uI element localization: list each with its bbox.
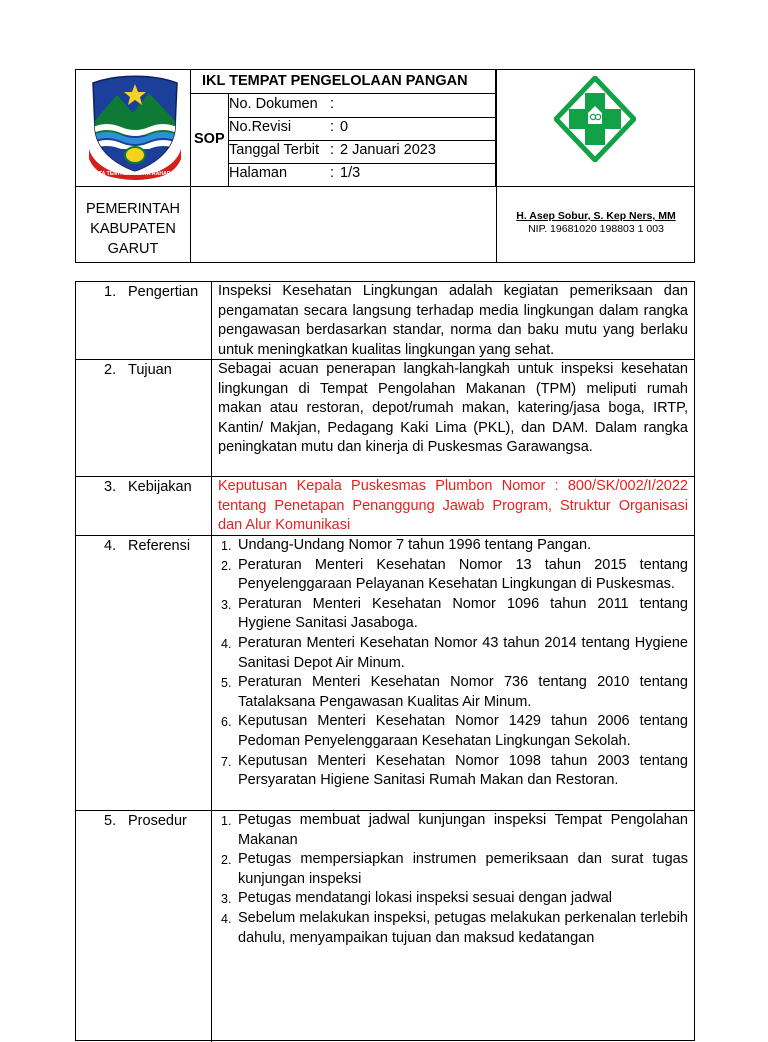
section-title: Prosedur [128, 813, 187, 829]
list-number: 5. [221, 676, 232, 691]
section-title: Kebijakan [128, 479, 192, 495]
field-label-halaman: Halaman [229, 165, 288, 181]
list-text: Peraturan Menteri Kesehatan Nomor 736 tentang 2010 tentang Tatalaksana Pengawasan Kualitas Air Minum. [238, 674, 688, 710]
list-number: 7. [221, 754, 232, 769]
garut-regency-logo [87, 75, 183, 181]
signer-name: H. Asep Sobur, S. Kep Ners, MM [516, 210, 676, 222]
org-line: PEMERINTAH [86, 201, 180, 217]
kebijakan-text: Keputusan Kepala Puskesmas Plumbon Nomor : 800/SK/002/I/2022 tentang Penetapan Penanggung Jawab Program, Struktur Organisasi dan Alur Komunikasi [218, 478, 688, 534]
list-number: 6. [221, 715, 232, 730]
divider [76, 186, 695, 187]
divider [228, 140, 496, 141]
list-number: 4. [221, 911, 232, 926]
list-text: Petugas membuat jadwal kunjungan inspeksi Tempat Pengolahan Makanan [238, 812, 688, 848]
list-item [218, 811, 688, 850]
list-text: Sebelum melakukan inspeksi, petugas melakukan perkenalan terlebih dahulu, menyampaikan tujuan dan maksud kedatangan [238, 909, 688, 946]
divider [211, 282, 212, 1042]
list-number: 2. [221, 853, 232, 868]
org-line: KABUPATEN [90, 221, 176, 237]
list-number: 3. [221, 597, 232, 612]
list-text: Keputusan Menteri Kesehatan Nomor 1098 tahun 2003 tentang Persyaratan Higiene Sanitasi Rumah Makan dan Restoran. [238, 752, 688, 789]
garut-emblem-icon [87, 75, 183, 181]
sop-content-table [75, 281, 695, 1041]
prosedur-list [218, 811, 688, 948]
divider [190, 93, 496, 94]
list-number: 4. [221, 636, 232, 651]
field-value-no-revisi: 0 [340, 119, 349, 135]
list-item [218, 850, 688, 889]
list-text: Petugas mempersiapkan instrumen pemeriksaan dan surat tugas kunjungan inspeksi [238, 851, 688, 887]
field-label-no-dokumen: No. Dokumen [229, 96, 318, 112]
list-number: 1. [221, 539, 232, 553]
signer-nip: NIP. 19681020 198803 1 003 [528, 223, 664, 235]
field-sep: : [330, 165, 335, 181]
list-item [218, 595, 688, 634]
section-number: 2. [104, 362, 117, 378]
list-item [218, 536, 688, 556]
document-title: IKL TEMPAT PENGELOLAAN PANGAN [202, 73, 468, 89]
pengertian-text: Inspeksi Kesehatan Lingkungan adalah kegiatan pemeriksaan dan pengamatan secara langsung terhadap media lingkungan dalam rangka pengawasan berdasarkan standar, norma dan baku mutu yang berlaku untuk meningkatkan kualitas lingkungan yang sehat. [218, 283, 688, 358]
list-number: 1. [221, 814, 232, 828]
field-sep: : [330, 96, 335, 112]
field-sep: : [330, 142, 335, 158]
list-item [218, 752, 688, 791]
list-number: 2. [221, 558, 232, 573]
field-sep: : [330, 119, 335, 135]
document-header [75, 69, 695, 263]
section-number: 5. [104, 813, 117, 829]
logo-motto: TATA TENTREM KERTA RAHARJA [92, 171, 178, 177]
section-title: Pengertian [128, 284, 199, 300]
section-number: 4. [104, 538, 117, 554]
divider [190, 70, 191, 263]
list-item [218, 673, 688, 712]
list-item [218, 889, 688, 909]
list-text: Peraturan Menteri Kesehatan Nomor 1096 tahun 2011 tentang Hygiene Sanitasi Jasaboga. [238, 595, 688, 632]
org-line: GARUT [107, 241, 159, 257]
puskesmas-logo [554, 76, 636, 162]
section-title: Referensi [128, 538, 191, 554]
list-item [218, 556, 688, 595]
field-value-halaman: 1/3 [340, 165, 361, 181]
section-number: 1. [104, 284, 117, 300]
list-item [218, 634, 688, 673]
section-title: Tujuan [128, 362, 172, 378]
list-text: Undang-Undang Nomor 7 tahun 1996 tentang Pangan. [238, 537, 592, 553]
list-number: 3. [221, 892, 232, 907]
list-text: Peraturan Menteri Kesehatan Nomor 13 tahun 2015 tentang Penyelenggaraan Pelayanan Kesehatan Lingkungan di Puskesmas. [238, 556, 688, 593]
referensi-list [218, 536, 688, 791]
puskesmas-cross-icon [554, 76, 636, 162]
field-label-no-revisi: No.Revisi [229, 119, 292, 135]
divider [228, 163, 496, 164]
list-text: Petugas mendatangi lokasi inspeksi sesuai dengan jadwal [238, 890, 613, 907]
list-item [218, 909, 688, 948]
section-number: 3. [104, 479, 117, 495]
field-value-tanggal-terbit: 2 Januari 2023 [340, 142, 436, 158]
list-item [218, 712, 688, 751]
signer-block [497, 210, 695, 236]
field-label-tanggal-terbit: Tanggal Terbit [229, 142, 320, 158]
sop-label: SOP [194, 131, 225, 147]
divider [228, 117, 496, 118]
tujuan-text: Sebagai acuan penerapan langkah-langkah untuk inspeksi kesehatan lingkungan di Tempat Pengolahan Makanan (TPM) meliputi rumah makan atau restoran, depot/rumah makan, katering/jasa boga, IRTP, Kantin/ Makjan, Pedagang Kaki Lima (PKL), dan DAM. Dalam rangka peningkatan mutu dan kinerja di Puskesmas Garawangsa. [218, 361, 688, 456]
org-name [76, 199, 190, 259]
list-text: Keputusan Menteri Kesehatan Nomor 1429 tahun 2006 tentang Pedoman Penyelenggaraan Kesehatan Lingkungan Sekolah. [238, 713, 688, 749]
list-text: Peraturan Menteri Kesehatan Nomor 43 tahun 2014 tentang Hygiene Sanitasi Depot Air Minum. [238, 634, 688, 671]
